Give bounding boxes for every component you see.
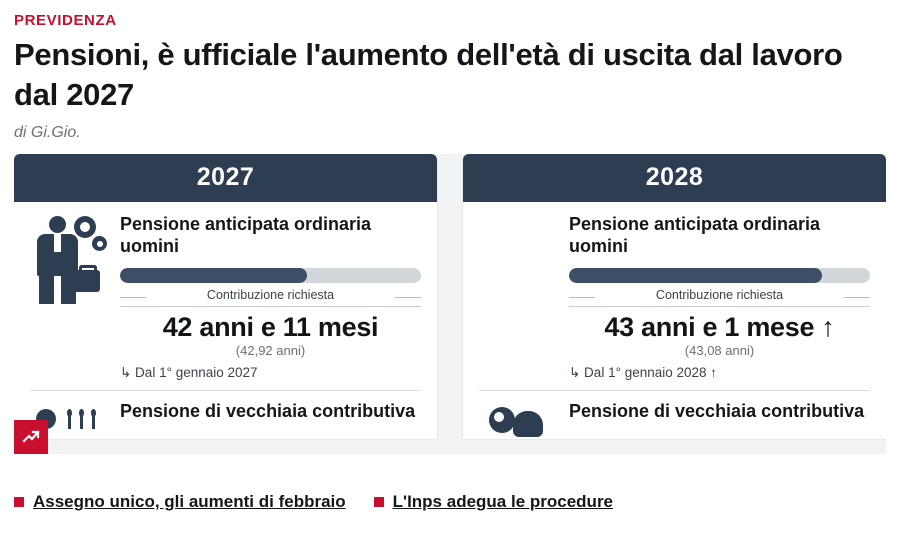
pension-from-note: ↳ Dal 1° gennaio 2027 (120, 365, 258, 381)
bullet-square-icon (14, 497, 24, 507)
contribution-bar-fill (569, 268, 822, 283)
block-title: Pensione anticipata ordinaria uomini (569, 214, 821, 256)
rule-divider (569, 306, 870, 307)
section-divider (30, 390, 421, 391)
pension-card-2028 (463, 154, 886, 439)
infographic-cards (14, 154, 886, 439)
trending-up-icon (21, 427, 41, 447)
card-year-header: 2028 (463, 154, 886, 202)
contribution-bar (120, 268, 421, 283)
article-byline: di Gi.Gio. (14, 124, 81, 142)
related-link-1[interactable] (14, 492, 346, 512)
card-block-content (569, 212, 870, 381)
card-body (14, 202, 437, 439)
block-title: Pensione di vecchiaia contributiva (120, 401, 416, 422)
pension-value-text: 43 anni e 1 mese (604, 311, 815, 342)
bullet-square-icon (374, 497, 384, 507)
card-block-primary (30, 212, 421, 381)
card-block-secondary (479, 399, 870, 439)
card-body (463, 202, 886, 439)
card-block-primary (479, 212, 870, 381)
contribution-bar (569, 268, 870, 283)
block-title: Pensione di vecchiaia contributiva (569, 401, 865, 422)
contribution-bar-fill (120, 268, 307, 283)
page-title: Pensioni, è ufficiale l'aumento dell'età di uscita dal lavoro dal 2027 (14, 37, 843, 112)
contribution-bar-caption: Contribuzione richiesta (569, 288, 870, 306)
trending-badge[interactable] (14, 420, 48, 454)
contribution-bar-caption: Contribuzione richiesta (120, 288, 421, 306)
card-block-secondary (30, 399, 421, 439)
pension-card-2027 (14, 154, 437, 439)
pension-value: 42 anni e 11 mesi (162, 311, 379, 342)
section-divider (479, 390, 870, 391)
card-block-content (120, 212, 421, 381)
person-blob-icon (479, 399, 557, 439)
infographic (14, 154, 886, 454)
pension-value-note: (43,08 anni) (684, 343, 755, 359)
pension-value-note: (42,92 anni) (235, 343, 306, 359)
card-block-content (120, 399, 421, 439)
increase-arrow-icon: ↑ (821, 311, 835, 342)
businessman-gears-icon (30, 212, 108, 330)
pension-value (569, 313, 870, 343)
placeholder-figure-icon (479, 212, 557, 330)
card-block-content (569, 399, 870, 439)
related-link-label: L'Inps adegua le procedure (392, 492, 614, 511)
article-kicker: PREVIDENZA (14, 12, 117, 29)
card-year-header: 2027 (14, 154, 437, 202)
pension-from-note: ↳ Dal 1° gennaio 2028 ↑ (569, 365, 718, 381)
related-links (14, 492, 613, 512)
block-title: Pensione anticipata ordinaria uomini (120, 214, 372, 256)
rule-divider (120, 306, 421, 307)
related-link-label: Assegno unico, gli aumenti di febbraio (33, 492, 346, 511)
related-link-2[interactable] (374, 492, 613, 512)
